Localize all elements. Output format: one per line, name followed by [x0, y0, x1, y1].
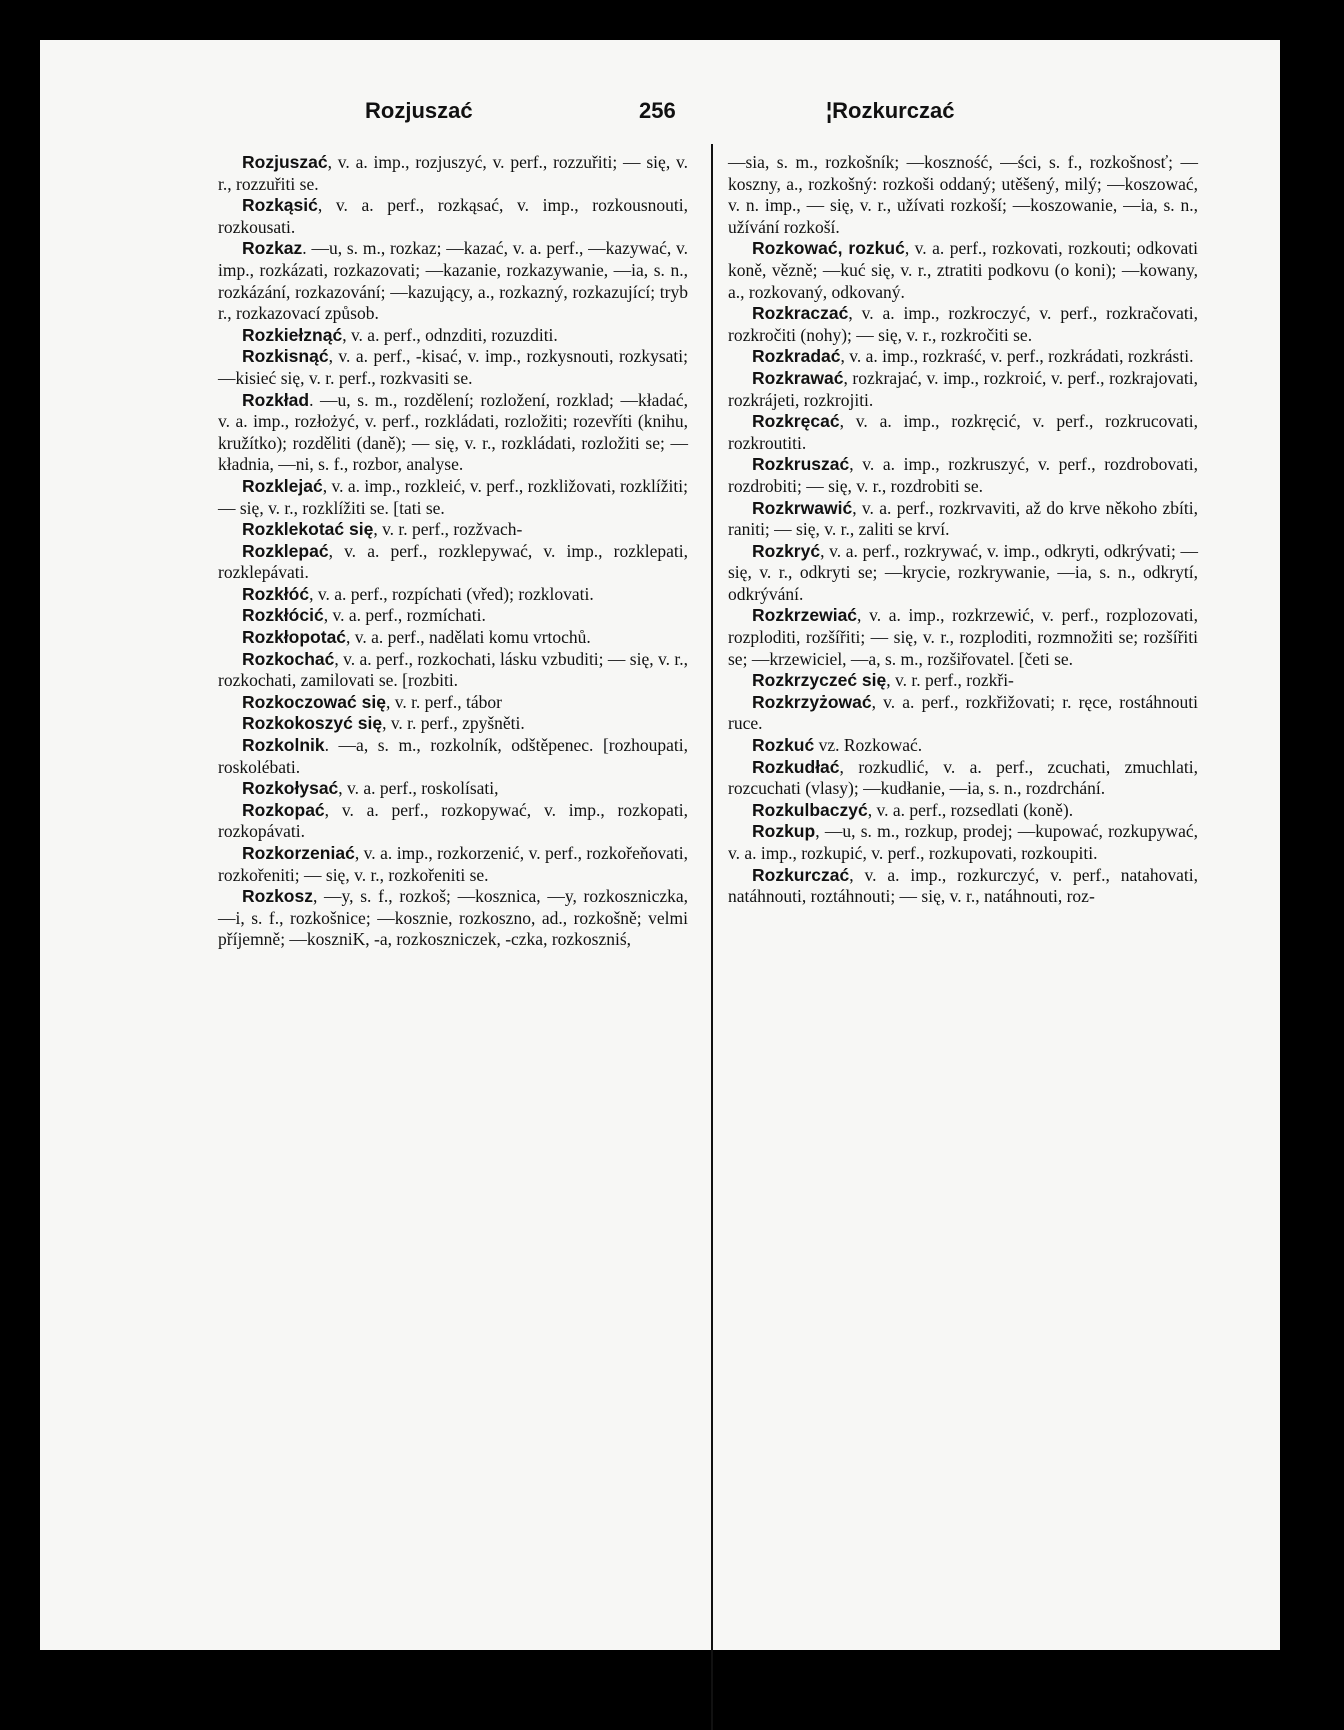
entry-headword: Rozkisnąć	[242, 346, 329, 367]
page-number: 256	[639, 98, 676, 123]
entry-headword: Rozkosz	[242, 886, 313, 907]
entry-headword: Rozkurczać	[752, 864, 850, 885]
entry-headword: Rozkup	[752, 821, 816, 842]
entry-definition: , v. a. perf., rozkochati, lásku vzbuditi; — się, v. r., rozkochati, zamilovati se. [rozbiti.	[218, 648, 688, 691]
entry-definition: . —u, s. m., rozkaz; —kazać, v. a. perf., —kazywać, v. imp., rozkázati, rozkazovati; —kazanie, rozkazywanie, —ia, s. n., rozkázání, rozkazování; —kazujący, a., rozkazný, rozkazující; tryb r., rozkazovací způsob.	[218, 238, 688, 324]
entry-definition: , v. a. imp., rozkrzewić, v. perf., rozplozovati, rozploditi, rozšířiti; — się, v. r., rozploditi, rozmnožiti se; rozšířiti se; —krzewiciel, —a, s. m., rozšiřovatel. [četi se.	[728, 605, 1198, 669]
dictionary-entry	[728, 692, 1198, 735]
entry-definition: , v. r. perf., rozžvach-	[373, 519, 523, 540]
entry-headword: Rozkryć	[752, 540, 821, 561]
entry-headword: Rozkokoszyć się	[242, 713, 383, 734]
dictionary-entry	[218, 476, 688, 519]
entry-definition: , v. a. perf., rozkopywać, v. imp., rozkopati, rozkopávati.	[218, 799, 688, 842]
entry-definition: , v. a. perf., odnzditi, rozuzditi.	[342, 324, 558, 345]
dictionary-entry	[218, 152, 688, 195]
dictionary-entry	[218, 325, 688, 347]
entry-headword: Rozkołysać	[242, 778, 339, 799]
dictionary-entry	[728, 368, 1198, 411]
entry-definition: , v. a. imp., rozkroczyć, v. perf., rozkračovati, rozkročiti (nohy); — się, v. r., rozkročiti se.	[728, 303, 1198, 345]
entry-headword: Rozkrawać	[752, 367, 844, 388]
entry-headword: Rozkąsić	[242, 195, 318, 216]
dictionary-entry	[218, 800, 688, 843]
entry-definition: , v. a. perf., nadělati komu vrtochů.	[346, 627, 591, 648]
entry-definition: , v. a. imp., rozkurczyć, v. perf., natahovati, natáhnouti, roztáhnouti; — się, v. r., natáhnouti, roz-	[728, 864, 1198, 907]
dictionary-page	[40, 40, 1280, 1650]
dictionary-entry	[218, 390, 688, 476]
left-column	[218, 152, 688, 951]
entry-headword: Rozkorzeniać	[242, 843, 355, 863]
entry-definition: , v. a. imp., rozkorzenić, v. perf., rozkořeňovati, rozkořeniti; — się, v. r., rozkořeniti se.	[218, 843, 688, 885]
entry-definition: , v. r. perf., tábor	[385, 691, 502, 712]
entry-headword: Rozklejać	[242, 475, 323, 496]
dictionary-entry	[218, 346, 688, 389]
entry-headword: Rozkradać	[752, 346, 841, 367]
entry-headword: Rozkrzyczeć się	[752, 670, 887, 691]
dictionary-entry	[728, 605, 1198, 670]
dictionary-entry	[218, 886, 688, 951]
entry-headword: Rozkudłać	[752, 756, 840, 777]
entry-definition: , v. a. perf., rozklepywać, v. imp., rozklepati, rozklepávati.	[218, 540, 688, 583]
entry-definition: . —u, s. m., rozdělení; rozložení, rozklad; —kładać, v. a. imp., rozłożyć, v. perf., rozkládati, rozložiti; rozevříti (knihu, kružítko); rozděliti (daně); — się, v. r., rozkládati, rozložiti se; —kładnia, —ni, s. f., rozbor, analyse.	[218, 389, 688, 475]
dictionary-entry	[218, 584, 688, 606]
entry-headword: Rozkulbaczyć	[752, 799, 868, 820]
dictionary-entry	[728, 346, 1198, 368]
dictionary-entry	[728, 498, 1198, 541]
entry-definition: , —y, s. f., rozkoš; —kosznica, —y, rozkoszniczka, —i, s. f., rozkošnice; —kosznie, rozkoszno, ad., rozkošně; velmi příjemně; —koszniK, -a, rozkoszniczek, -czka, rozkoszniś,	[218, 886, 688, 950]
header-right-guide-word: ¦Rozkurczać	[826, 98, 955, 123]
dictionary-entry	[728, 821, 1198, 864]
entry-headword: Rozklekotać się	[242, 519, 374, 540]
dictionary-entry	[728, 303, 1198, 346]
entry-definition: , v. a. imp., rozjuszyć, v. perf., rozzuřiti; — się, v. r., rozzuřiti se.	[218, 152, 688, 194]
dictionary-entry	[728, 865, 1198, 908]
entry-definition: , v. a. perf., rozmíchati.	[323, 605, 486, 626]
entry-headword: Rozkłóć	[242, 583, 310, 604]
dictionary-entry	[728, 670, 1198, 692]
dictionary-entry	[728, 541, 1198, 606]
entry-headword: Rozkłócić	[242, 605, 324, 626]
running-header	[40, 98, 1280, 128]
dictionary-entry	[218, 843, 688, 886]
dictionary-entry	[728, 735, 1198, 757]
entry-headword: Rozkolnik	[242, 735, 325, 756]
dictionary-entry	[218, 649, 688, 692]
dictionary-entry	[218, 778, 688, 800]
entry-definition: vz. Rozkować.	[814, 735, 923, 756]
entry-headword: Rozklepać	[242, 540, 329, 561]
entry-definition: —sia, s. m., rozkošník; —koszność, —ści, s. f., rozkošnosť; —koszny, a., rozkošný: rozkoši oddaný; utěšený, milý; —koszować, v. n. imp., — się, v. r., užívati rozkoší; —koszowanie, —ia, s. n., užívání rozkoší.	[728, 152, 1198, 237]
dictionary-entry	[218, 195, 688, 238]
dictionary-entry	[728, 152, 1198, 238]
entry-headword: Rozkiełznąć	[242, 324, 343, 345]
dictionary-entry	[218, 735, 688, 778]
entry-headword: Rozkłopotać	[242, 627, 347, 648]
entry-definition: , v. a. imp., rozkręcić, v. perf., rozkrucovati, rozkroutiti.	[728, 411, 1198, 453]
entry-definition: , v. r. perf., zpyšněti.	[382, 713, 525, 734]
entry-headword: Rozkład	[242, 389, 310, 410]
header-left-guide-word: Rozjuszać	[365, 98, 473, 123]
entry-headword: Rozkuć	[752, 735, 815, 756]
entry-definition: , —u, s. m., rozkup, prodej; —kupować, rozkupywać, v. a. imp., rozkupić, v. perf., rozkupovati, rozkoupiti.	[728, 821, 1198, 863]
entry-headword: Rozkować, rozkuć	[752, 238, 905, 259]
entry-definition: , v. a. perf., rozkrvaviti, až do krve někoho zbíti, raniti; — się, v. r., zaliti se krví.	[728, 497, 1198, 540]
right-column	[728, 152, 1198, 908]
dictionary-entry	[728, 411, 1198, 454]
dictionary-entry	[728, 238, 1198, 303]
entry-headword: Rozkoczować się	[242, 691, 386, 712]
entry-definition: , v. a. perf., rozsedlati (koně).	[867, 799, 1074, 820]
entry-definition: . —a, s. m., rozkolník, odštěpenec. [rozhoupati, roskolébati.	[218, 735, 688, 777]
entry-headword: Rozjuszać	[242, 152, 328, 172]
entry-definition: , rozkudlić, v. a. perf., zcuchati, zmuchlati, rozcuchati (vlasy); —kudłanie, —ia, s. n., rozdrchání.	[728, 756, 1198, 799]
entry-definition: , v. a. imp., rozkruszyć, v. perf., rozdrobovati, rozdrobiti; — się, v. r., rozdrobiti se.	[728, 454, 1198, 496]
entry-headword: Rozkrzewiać	[752, 605, 858, 626]
dictionary-entry	[218, 713, 688, 735]
entry-definition: , v. a. imp., rozkleić, v. perf., rozkližovati, rozklížiti; — się, v. r., rozklížiti se. [tati se.	[218, 475, 688, 518]
dictionary-entry	[218, 541, 688, 584]
entry-headword: Rozkopać	[242, 799, 325, 820]
entry-headword: Rozkochać	[242, 648, 335, 669]
entry-definition: , v. a. perf., rozkąsać, v. imp., rozkousnouti, rozkousati.	[218, 195, 688, 237]
dictionary-entry	[218, 692, 688, 714]
entry-definition: , v. a. perf., rozkrywać, v. imp., odkryti, odkrývati; — się, v. r., odkryti se; —krycie, rozkrywanie, —ia, s. n., odkrytí, odkrývání.	[728, 540, 1198, 604]
dictionary-entry	[218, 238, 688, 324]
entry-headword: Rozkaz	[242, 238, 303, 259]
entry-headword: Rozkręcać	[752, 411, 840, 432]
dictionary-entry	[728, 757, 1198, 800]
entry-definition: , v. a. perf., rozpíchati (vřed); rozklovati.	[309, 583, 594, 604]
column-divider	[711, 144, 713, 1730]
entry-definition: , v. a. perf., rozkřižovati; r. ręce, rostáhnouti ruce.	[728, 691, 1198, 734]
entry-headword: Rozkruszać	[752, 454, 850, 475]
entry-definition: , rozkrajać, v. imp., rozkroić, v. perf., rozkrajovati, rozkrájeti, rozkrojiti.	[728, 367, 1198, 410]
dictionary-entry	[728, 454, 1198, 497]
entry-headword: Rozkraczać	[752, 303, 849, 324]
dictionary-entry	[728, 800, 1198, 822]
entry-definition: , v. a. perf., roskolísati,	[338, 778, 499, 799]
entry-definition: , v. a. perf., -kisać, v. imp., rozkysnouti, rozkysati; —kisieć się, v. r. perf., rozkvasiti se.	[218, 346, 688, 388]
entry-definition: , v. a. perf., rozkovati, rozkouti; odkovati koně, vězně; —kuć się, v. r., ztratiti podkovu (o koni); —kowany, a., rozkovaný, odkovaný.	[728, 238, 1198, 302]
dictionary-entry	[218, 627, 688, 649]
entry-definition: , v. r. perf., rozkři-	[886, 670, 1014, 691]
dictionary-entry	[218, 605, 688, 627]
entry-definition: , v. a. imp., rozkraść, v. perf., rozkrádati, rozkrásti.	[840, 346, 1194, 367]
entry-headword: Rozkrzyżować	[752, 691, 872, 712]
dictionary-entry	[218, 519, 688, 541]
entry-headword: Rozkrwawić	[752, 497, 853, 518]
